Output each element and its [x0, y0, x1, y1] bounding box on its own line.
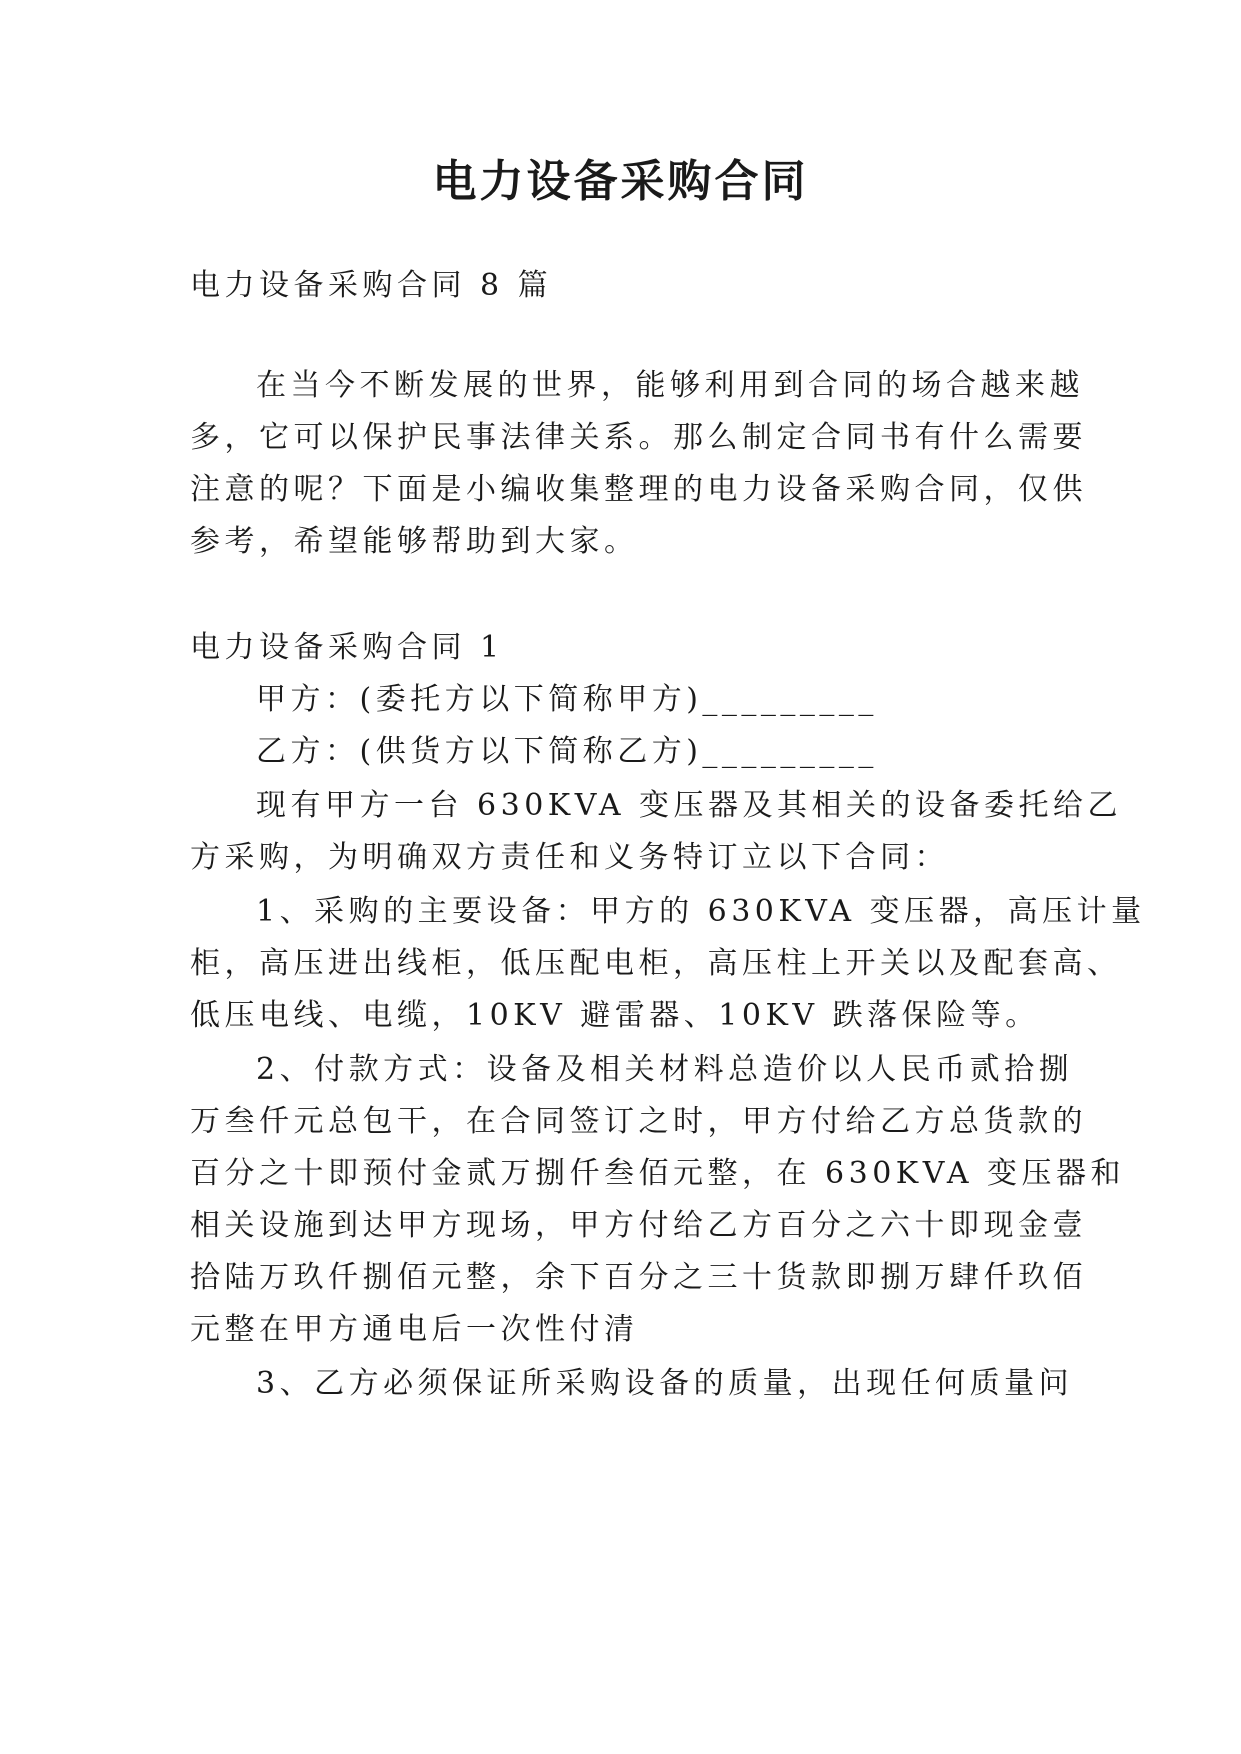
document-title: 电力设备采购合同: [432, 156, 809, 207]
intro-line: 注意的呢？下面是小编收集整理的电力设备采购合同，仅供: [190, 472, 1087, 507]
clause-1-line: 柜，高压进出线柜，低压配电柜，高压柱上开关以及配套高、: [190, 946, 1122, 981]
party-a-line: 甲方：(委托方以下简称甲方)_________: [256, 682, 878, 717]
intro-line: 参考，希望能够帮助到大家。: [190, 524, 639, 559]
clause-2-line: 百分之十即预付金贰万捌仟叁佰元整，在 630KVA 变压器和: [190, 1156, 1126, 1191]
clause-3-line: 3、乙方必须保证所采购设备的质量，出现任何质量问: [256, 1366, 1074, 1401]
clause-2-line: 万叁仟元总包干，在合同签订之时，甲方付给乙方总货款的: [190, 1104, 1087, 1139]
section-heading: 电力设备采购合同 1: [190, 630, 504, 665]
clause-2-line: 拾陆万玖仟捌佰元整，余下百分之三十货款即捌万肆仟玖佰: [190, 1260, 1087, 1295]
preamble-line: 方采购，为明确双方责任和义务特订立以下合同：: [190, 840, 949, 875]
document-subtitle: 电力设备采购合同 8 篇: [190, 268, 553, 303]
clause-1-line: 1、采购的主要设备：甲方的 630KVA 变压器，高压计量: [256, 894, 1146, 929]
clause-2-line: 2、付款方式：设备及相关材料总造价以人民币贰拾捌: [256, 1052, 1074, 1087]
intro-line: 多，它可以保护民事法律关系。那么制定合同书有什么需要: [190, 420, 1087, 455]
intro-line: 在当今不断发展的世界，能够利用到合同的场合越来越: [256, 368, 1084, 403]
party-b-line: 乙方：(供货方以下简称乙方)_________: [256, 734, 878, 769]
clause-1-line: 低压电线、电缆，10KV 避雷器、10KV 跌落保险等。: [190, 998, 1040, 1033]
clause-2-line: 相关设施到达甲方现场，甲方付给乙方百分之六十即现金壹: [190, 1208, 1087, 1243]
preamble-line: 现有甲方一台 630KVA 变压器及其相关的设备委托给乙: [256, 788, 1123, 823]
clause-2-line: 元整在甲方通电后一次性付清: [190, 1312, 639, 1347]
